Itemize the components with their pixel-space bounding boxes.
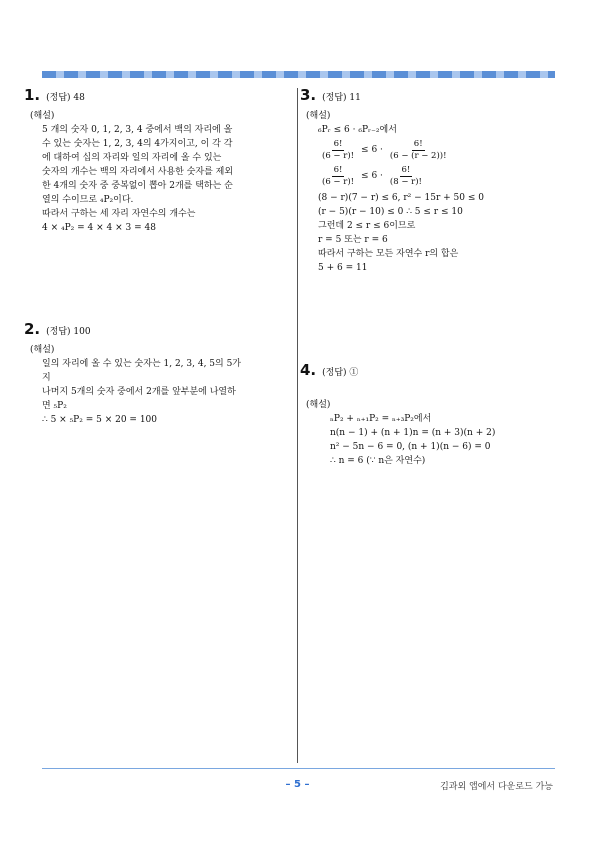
solution-line: 나머지 5개의 숫자 중에서 2개를 앞부분에 나열하: [42, 387, 236, 397]
solution-line: 에 대하여 십의 자리와 일의 자리에 올 수 있는: [42, 153, 222, 163]
fraction-inequality-1: [300, 137, 555, 163]
footer-text: 김과외 앱에서 다운로드 가능: [440, 782, 553, 792]
answer: (정답) 100: [46, 327, 91, 337]
answer: (정답) 48: [46, 93, 85, 103]
solution-line: 따라서 구하는 세 자리 자연수의 개수는: [42, 209, 196, 219]
page-number: – 5 –: [285, 779, 310, 790]
solution-line: 그런데 2 ≤ r ≤ 6이므로: [318, 221, 416, 231]
fraction: [388, 139, 449, 162]
solution-line: 5 + 6 = 11: [318, 263, 368, 273]
fraction: [388, 165, 424, 188]
operator: ≤ 6 ·: [361, 171, 383, 181]
question-4: [300, 363, 555, 468]
denominator: (8 − r)!: [389, 176, 422, 187]
numerator: 6!: [413, 138, 423, 149]
solution-label: (해설): [306, 400, 331, 410]
solution-line: ∴ n = 6 (∵ n은 자연수): [330, 456, 426, 466]
solution-label: (해설): [30, 111, 55, 121]
solution-label: (해설): [306, 111, 331, 121]
footer-rule: [42, 768, 555, 769]
solution-label: (해설): [30, 345, 55, 355]
operator: ≤ 6 ·: [361, 145, 383, 155]
question-1: [24, 88, 286, 235]
solution-line: 수 있는 숫자는 1, 2, 3, 4의 4가지이고, 이 각 각: [42, 139, 233, 149]
solution-line: (8 − r)(7 − r) ≤ 6, r² − 15r + 50 ≤ 0: [318, 193, 484, 203]
denominator: (6 − r)!: [322, 150, 355, 161]
solution-line: n(n − 1) + (n + 1)n = (n + 3)(n + 2): [330, 428, 496, 438]
numerator: 6!: [401, 164, 411, 175]
solution-line: 면 ₅P₂: [42, 401, 67, 411]
numerator: 6!: [333, 138, 343, 149]
denominator: (6 − (r − 2))!: [389, 150, 447, 161]
solution-line: 4 × ₄P₂ = 4 × 4 × 3 = 48: [42, 223, 156, 233]
fraction: [320, 165, 356, 188]
solution-line: 5 개의 숫자 0, 1, 2, 3, 4 중에서 백의 자리에 올: [42, 125, 233, 135]
solution-line: ₆Pᵣ ≤ 6 · ₆Pᵣ₋₂에서: [318, 125, 397, 135]
fraction: [320, 139, 356, 162]
question-number: 2.: [24, 320, 41, 338]
question-3: [300, 88, 555, 275]
solution-line: r = 5 또는 r = 6: [318, 235, 388, 245]
solution-line: 한 4개의 숫자 중 중복없이 뽑아 2개를 택하는 순: [42, 181, 233, 191]
column-divider: [297, 88, 298, 763]
solution-line: 열의 수이므로 ₄P₂이다.: [42, 195, 134, 205]
question-number: 4.: [300, 361, 317, 379]
denominator: (6 − r)!: [322, 176, 355, 187]
header-stripe: [42, 71, 555, 78]
solution-line: ∴ 5 × ₅P₂ = 5 × 20 = 100: [42, 415, 157, 425]
solution-line: 따라서 구하는 모든 자연수 r의 합은: [318, 249, 459, 259]
question-number: 3.: [300, 86, 317, 104]
answer: (정답) ①: [322, 368, 359, 378]
solution-line: 일의 자리에 올 수 있는 숫자는 1, 2, 3, 4, 5의 5가: [42, 359, 241, 369]
solution-line: 숫자의 개수는 백의 자리에서 사용한 숫자를 제외: [42, 167, 234, 177]
solution-line: (r − 5)(r − 10) ≤ 0 ∴ 5 ≤ r ≤ 10: [318, 207, 463, 217]
solution-line: ₙP₂ + ₙ₊₁P₂ = ₙ₊₃P₂에서: [330, 414, 432, 424]
numerator: 6!: [333, 164, 343, 175]
question-number: 1.: [24, 86, 41, 104]
solution-line: 지: [42, 373, 51, 383]
question-2: [24, 322, 286, 427]
answer: (정답) 11: [322, 93, 361, 103]
fraction-inequality-2: [300, 163, 555, 189]
solution-line: n² − 5n − 6 = 0, (n + 1)(n − 6) = 0: [330, 442, 491, 452]
